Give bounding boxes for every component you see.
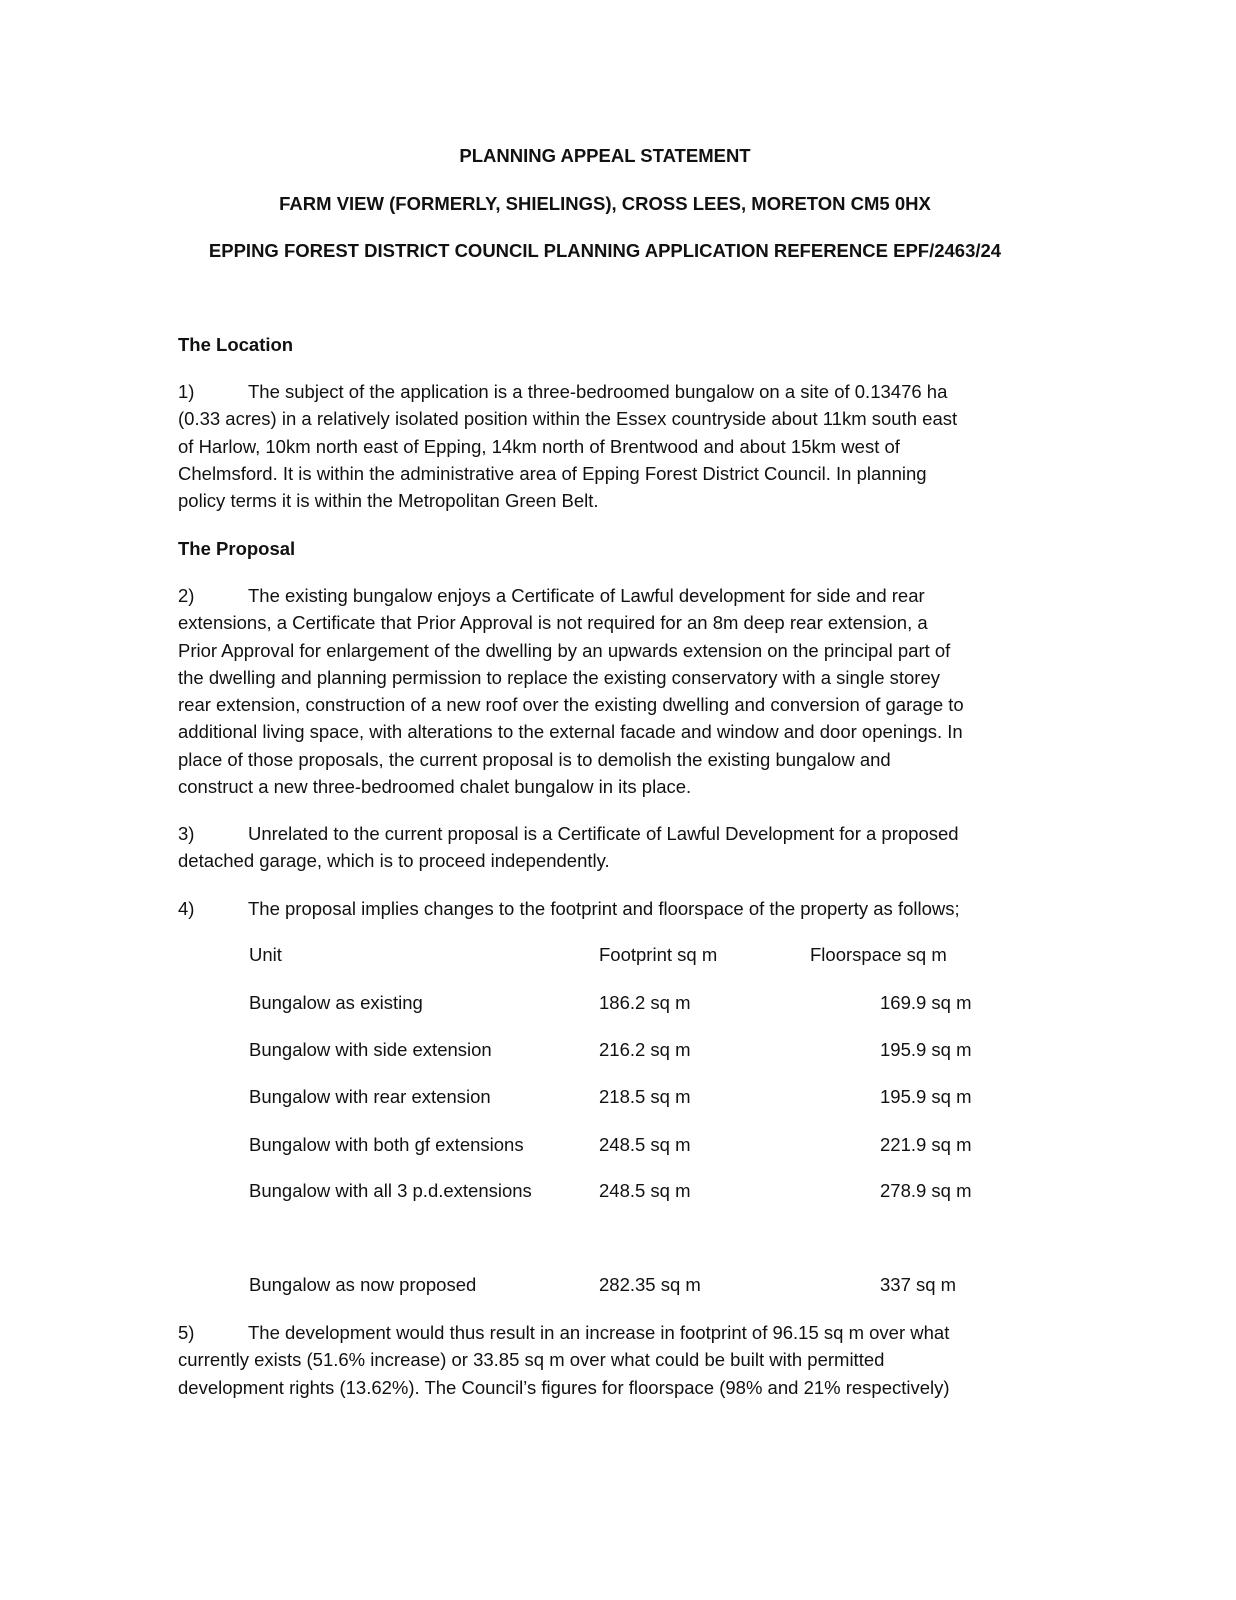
table-cell-unit: Bungalow with side extension <box>249 1039 492 1060</box>
paragraph-text: currently exists (51.6% increase) or 33.85 sq m over what could be built with permitted <box>178 1349 885 1371</box>
document-title: PLANNING APPEAL STATEMENT <box>459 145 751 166</box>
paragraph-text: place of those proposals, the current proposal is to demolish the existing bungalow and <box>178 748 891 770</box>
table-header-footprint: Footprint sq m <box>599 944 718 965</box>
table-cell-floorspace: 169.9 sq m <box>880 992 972 1013</box>
paragraph-line <box>178 720 964 747</box>
table-cell-footprint: 248.5 sq m <box>599 1180 691 1201</box>
paragraph-line <box>178 693 964 720</box>
paragraph-text: development rights (13.62%). The Council’s figures for floorspace (98% and 21% respectively) <box>178 1376 950 1398</box>
table-header-unit: Unit <box>249 944 282 965</box>
paragraph-text: extensions, a Certificate that Prior Approval is not required for an 8m deep rear extension, a <box>178 612 928 634</box>
paragraph-1 <box>178 380 957 516</box>
table-cell-unit: Bungalow with rear extension <box>249 1086 491 1107</box>
table-cell-floorspace: 337 sq m <box>880 1274 957 1295</box>
paragraph-number: 1) <box>178 381 195 402</box>
paragraph-text: the dwelling and planning permission to replace the existing conservatory with a single storey <box>178 666 941 688</box>
paragraph-line <box>178 1321 950 1348</box>
paragraph-line <box>178 775 964 802</box>
paragraph-line <box>178 462 957 489</box>
paragraph-4 <box>178 897 960 924</box>
paragraph-number: 4) <box>178 898 195 919</box>
property-address: FARM VIEW (FORMERLY, SHIELINGS), CROSS LEES, MORETON CM5 0HX <box>279 193 931 214</box>
table-cell-footprint: 216.2 sq m <box>599 1039 691 1060</box>
paragraph-line <box>178 611 964 638</box>
paragraph-number: 3) <box>178 823 195 844</box>
table-header-floorspace: Floorspace sq m <box>810 944 947 965</box>
paragraph-text: The existing bungalow enjoys a Certificate of Lawful development for side and rear <box>248 585 925 606</box>
paragraph-text: detached garage, which is to proceed independently. <box>178 850 610 872</box>
paragraph-text: rear extension, construction of a new roof over the existing dwelling and conversion of garage to <box>178 694 964 716</box>
heading-location: The Location <box>178 334 294 355</box>
table-cell-unit: Bungalow as now proposed <box>249 1274 477 1295</box>
paragraph-text: additional living space, with alterations to the external facade and window and door openings. In <box>178 721 963 743</box>
table-cell-unit: Bungalow with all 3 p.d.extensions <box>249 1180 532 1201</box>
paragraph-text: Prior Approval for enlargement of the dwelling by an upwards extension on the principal part of <box>178 639 951 661</box>
paragraph-text: The development would thus result in an increase in footprint of 96.15 sq m over what <box>248 1322 950 1343</box>
heading-proposal: The Proposal <box>178 538 296 559</box>
paragraph-3 <box>178 822 959 877</box>
table-cell-floorspace: 278.9 sq m <box>880 1180 972 1201</box>
table-cell-unit: Bungalow with both gf extensions <box>249 1134 524 1155</box>
paragraph-line <box>178 639 964 666</box>
paragraph-text: construct a new three-bedroomed chalet bungalow in its place. <box>178 776 692 798</box>
paragraph-text: The proposal implies changes to the footprint and floorspace of the property as follows; <box>248 898 960 919</box>
paragraph-line <box>178 748 964 775</box>
paragraph-text: policy terms it is within the Metropolitan Green Belt. <box>178 490 599 512</box>
paragraph-text: of Harlow, 10km north east of Epping, 14km north of Brentwood and about 15km west of <box>178 435 900 457</box>
paragraph-line <box>178 407 957 434</box>
paragraph-line <box>178 1376 950 1403</box>
paragraph-line <box>178 380 957 407</box>
paragraph-line <box>178 666 964 693</box>
paragraph-number: 2) <box>178 585 195 606</box>
table-cell-footprint: 218.5 sq m <box>599 1086 691 1107</box>
paragraph-line <box>178 849 959 876</box>
table-cell-footprint: 282.35 sq m <box>599 1274 701 1295</box>
paragraph-text: Chelmsford. It is within the administrative area of Epping Forest District Council. In planning <box>178 462 927 484</box>
paragraph-line <box>178 1348 950 1375</box>
application-reference: EPPING FOREST DISTRICT COUNCIL PLANNING APPLICATION REFERENCE EPF/2463/24 <box>208 240 1002 261</box>
paragraph-text: Unrelated to the current proposal is a Certificate of Lawful Development for a proposed <box>248 823 959 844</box>
table-cell-floorspace: 221.9 sq m <box>880 1134 972 1155</box>
table-cell-floorspace: 195.9 sq m <box>880 1086 972 1107</box>
paragraph-number: 5) <box>178 1322 195 1343</box>
paragraph-line <box>178 822 959 849</box>
paragraph-line <box>178 584 964 611</box>
paragraph-text: The subject of the application is a three-bedroomed bungalow on a site of 0.13476 ha <box>248 381 948 402</box>
paragraph-2 <box>178 584 964 802</box>
table-cell-footprint: 186.2 sq m <box>599 992 691 1013</box>
table-cell-footprint: 248.5 sq m <box>599 1134 691 1155</box>
paragraph-text: (0.33 acres) in a relatively isolated position within the Essex countryside about 11km south east <box>178 408 958 430</box>
table-cell-floorspace: 195.9 sq m <box>880 1039 972 1060</box>
paragraph-line <box>178 435 957 462</box>
table-cell-unit: Bungalow as existing <box>249 992 423 1013</box>
paragraph-line <box>178 489 957 516</box>
paragraph-line <box>178 897 960 924</box>
paragraph-5 <box>178 1321 950 1403</box>
